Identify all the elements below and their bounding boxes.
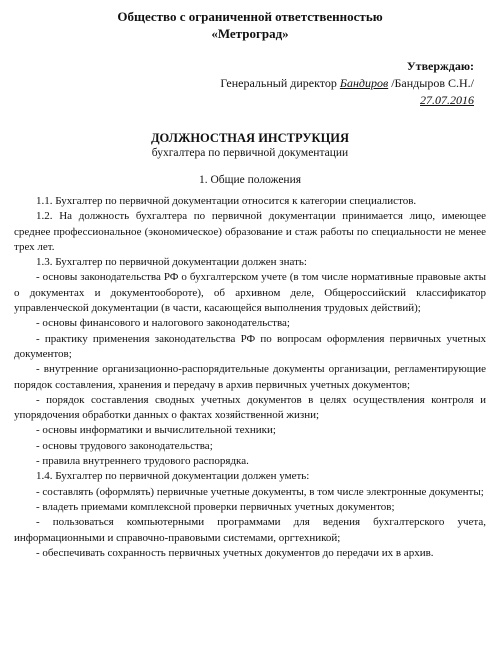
list-item: - порядок составления сводных учетных документов в целях осуществления контроля и упорядочения обработки данных о фактах хозяйственной жизни; [14, 393, 486, 422]
list-item: - основы финансового и налогового законодательства; [36, 317, 290, 330]
list-item: - пользоваться компьютерными программами для ведения бухгалтерского учета, информационными и справочно-правовыми системами, оргтехникой; [14, 516, 486, 544]
approval-name: /Бандыров С.Н./ [391, 76, 474, 90]
company-line-2: «Метроград» [211, 26, 289, 41]
approval-signature: Бандиров [339, 76, 389, 90]
section-heading [14, 174, 486, 186]
document-title: ДОЛЖНОСТНАЯ ИНСТРУКЦИЯ [150, 131, 350, 145]
paragraph: 1.1. Бухгалтер по первичной документации относится к категории специалистов. [36, 195, 417, 207]
list-item: - составлять (оформлять) первичные учетные документы, в том числе электронные документы; [36, 485, 484, 498]
approval-label: Утверждаю: [406, 59, 474, 73]
list-item: - внутренние организационно-распорядительные документы организации, регламентирующие порядок составления, хранения и передачу в архив первичных учетных документов; [14, 363, 486, 391]
approval-signature-line [14, 75, 474, 92]
paragraph: 1.3. Бухгалтер по первичной документации должен знать: [36, 256, 307, 269]
approval-position: Генеральный директор [220, 76, 337, 90]
section-title: 1. Общие положения [198, 174, 302, 186]
company-header [14, 8, 486, 42]
approval-block [14, 58, 486, 109]
list-item: - основы трудового законодательства; [36, 439, 213, 452]
paragraph: 1.4. Бухгалтер по первичной документации должен уметь: [36, 470, 310, 483]
list-item: - правила внутреннего трудового распорядка. [36, 455, 249, 468]
document-subtitle: бухгалтера по первичной документации [151, 147, 349, 159]
document-body [14, 194, 486, 561]
list-item: - основы информатики и вычислительной техники; [36, 424, 276, 437]
list-item: - практику применения законодательства РФ по вопросам оформления первичных учетных документов; [14, 332, 486, 360]
document-page [0, 8, 500, 662]
list-item: - владеть приемами комплексной проверки первичных учетных документов; [36, 500, 395, 513]
approval-date: 27.07.2016 [420, 93, 474, 107]
list-item: - обеспечивать сохранность первичных учетных документов до передачи их в архив. [36, 546, 434, 559]
list-item: - основы законодательства РФ о бухгалтерском учете (в том числе нормативные правовые акты о документах и документообороте), об архивном деле, Общероссийский классификатор управленческой документации (в части, касающейся выполнения трудовых действий); [14, 271, 486, 315]
company-line-1: Общество с ограниченной ответственностью [117, 9, 383, 24]
paragraph: 1.2. На должность бухгалтера по первичной документации принимается лицо, имеющее среднее профессиональное (экономическое) образование и стаж работы по специальности не менее трех лет. [14, 210, 486, 253]
